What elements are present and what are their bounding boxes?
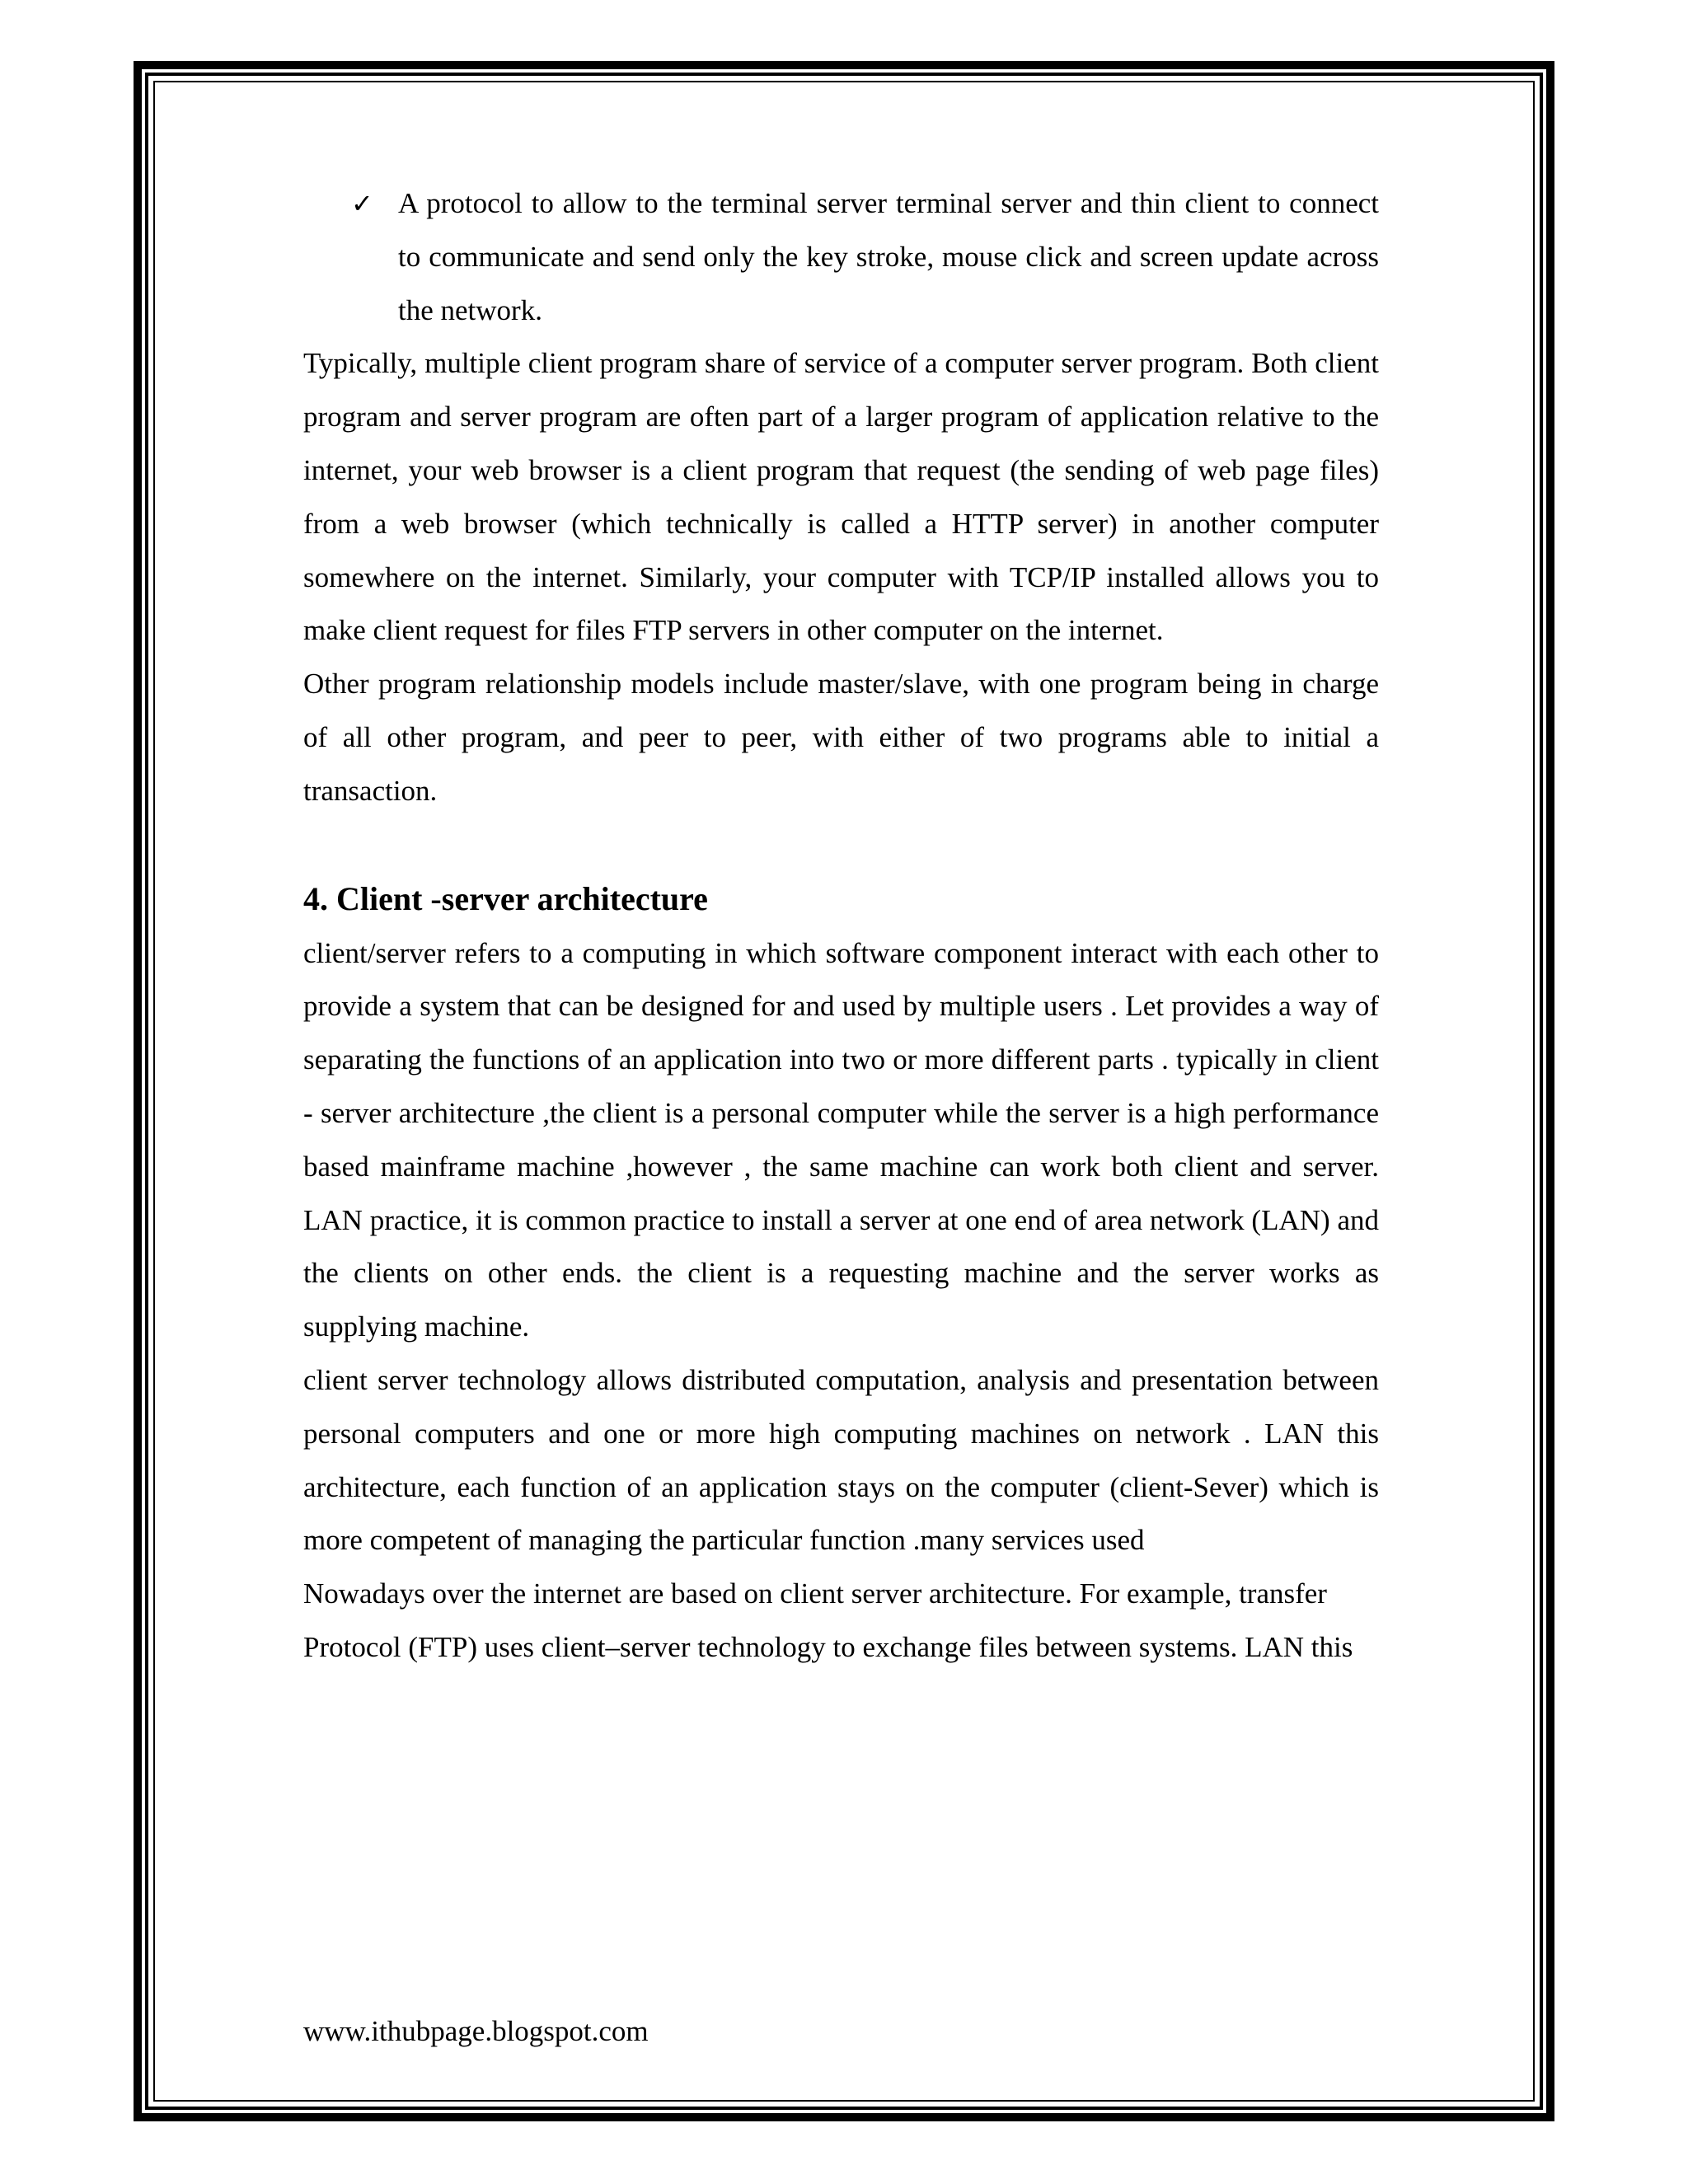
page-content [303,177,1379,1675]
paragraph-client-server-technology: client server technology allows distributed computation, analysis and presentation between personal computers and one or more high computing machines on network . LAN this architecture, each function of an application stays on the computer (client-Sever) which is more competent of managing the particular function .many services used [303,1363,1379,1557]
bullet-text: A protocol to allow to the terminal server terminal server and thin client to connect to communicate and send only the key stroke, mouse click and screen update across the network. [398,187,1379,326]
bullet-item [303,177,1379,337]
paragraph-typically: Typically, multiple client program share of service of a computer server program. Both client program and server program are often part of a larger program of application relative to the internet, your web browser is a client program that request (the sending of web page files) from a web browser (which technically is called a HTTP server) in another computer somewhere on the internet. Similarly, your computer with TCP/IP installed allows you to make client request for files FTP servers in other computer on the internet. [303,347,1379,647]
paragraph-nowadays: Nowadays over the internet are based on client server architecture. For example, transfer [303,1577,1327,1610]
paragraph-protocol-ftp: Protocol (FTP) uses client–server technology to exchange files between systems. LAN this [303,1630,1353,1663]
paragraph-client-server-definition: client/server refers to a computing in which software component interact with each other to provide a system that can be designed for and used by multiple users . Let provides a way of separating the functions of an application into two or more different parts . typically in client - server architecture ,the client is a personal computer while the server is a high performance based mainframe machine ,however , the same machine can work both client and server. LAN practice, it is common practice to install a server at one end of area network (LAN) and the clients on other ends. the client is a requesting machine and the server works as supplying machine. [303,936,1379,1343]
checkmark-icon: ✓ [351,188,373,219]
paragraph-relationship-models: Other program relationship models include master/slave, with one program being in charge of all other program, and peer to peer, with either of two programs able to initial a transaction. [303,668,1379,807]
footer-url: www.ithubpage.blogspot.com [303,2015,649,2047]
section-heading: 4. Client -server architecture [303,879,708,917]
